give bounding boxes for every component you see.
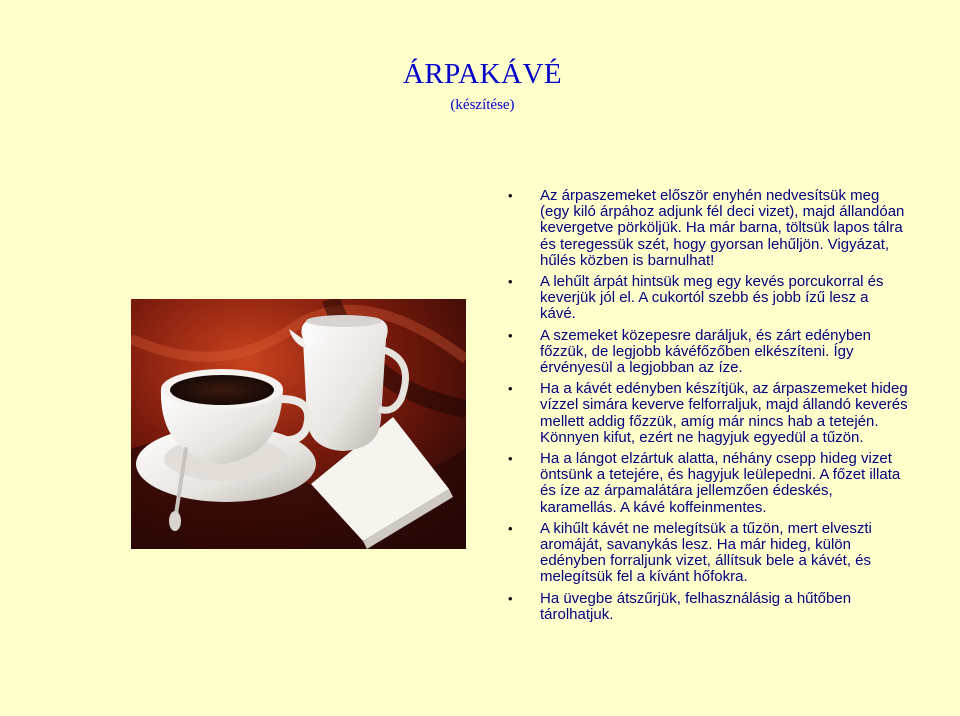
list-item — [508, 591, 908, 623]
bullet-icon: • — [508, 590, 513, 606]
page-title: ÁRPAKÁVÉ — [402, 58, 563, 90]
bullet-icon: • — [508, 381, 513, 397]
coffee-cup-and-milk-jug-photo-icon — [131, 299, 466, 549]
bullet-icon: • — [508, 327, 513, 343]
step-text: Az árpaszemeket először enyhén nedvesítsük meg (egy kiló árpához adjunk fél deci vizet), majd állandóan kevergetve pörköljük. Ha már barna, töltsük lapos tálra és teregessük szét, hogy gyorsan lehűljön. Vigyázat, hűlés közben is barnulhat! — [540, 187, 905, 269]
steps-list — [508, 188, 908, 628]
step-text: A lehűlt árpát hintsük meg egy kevés porcukorral és keverjük jól el. A cukortól szebb és jobb ízű lesz a kávé. — [540, 273, 884, 323]
coffee-photo — [131, 299, 466, 549]
list-item — [508, 451, 908, 516]
step-text: A szemeket közepesre daráljuk, és zárt edényben főzzük, de legjobb kávéfőzőben elkészíteni. Így érvényesül a legjobban az íze. — [540, 326, 872, 377]
bullet-icon: • — [508, 188, 513, 203]
step-text: Ha üvegbe átszűrjük, felhasználásig a hűtőben tárolhatjuk. — [540, 589, 852, 623]
list-item — [508, 274, 908, 323]
bullet-icon: • — [508, 451, 513, 467]
step-text: Ha a kávét edényben készítjük, az árpaszemeket hideg vízzel simára keverve felforraljuk, majd állandó keverés mellett addig főzzük, amíg már nincs hab a tetején. Könnyen kifut, ezért ne hagyjuk egyedül a tűzön. — [540, 380, 908, 446]
list-item — [508, 328, 908, 377]
bullet-icon: • — [508, 520, 513, 536]
step-text: Ha a lángot elzártuk alatta, néhány csepp hideg vizet öntsünk a tetejére, és hagyjuk leülepedni. A főzet illata és íze az árpamalátára jellemzően édeskés, karamellás. A kávé koffeinmentes. — [540, 450, 901, 516]
step-text: A kihűlt kávét ne melegítsük a tűzön, mert elveszti aromáját, savanykás lesz. Ha már hideg, külön edényben forraljunk vizet, állítsuk bele a kávét, és melegítsük fel a kívánt hőfokra. — [540, 519, 872, 586]
list-item — [508, 521, 908, 586]
list-item — [508, 188, 908, 269]
bullet-icon: • — [508, 274, 513, 290]
list-item — [508, 381, 908, 446]
page-subtitle: (készítése) — [450, 97, 515, 113]
